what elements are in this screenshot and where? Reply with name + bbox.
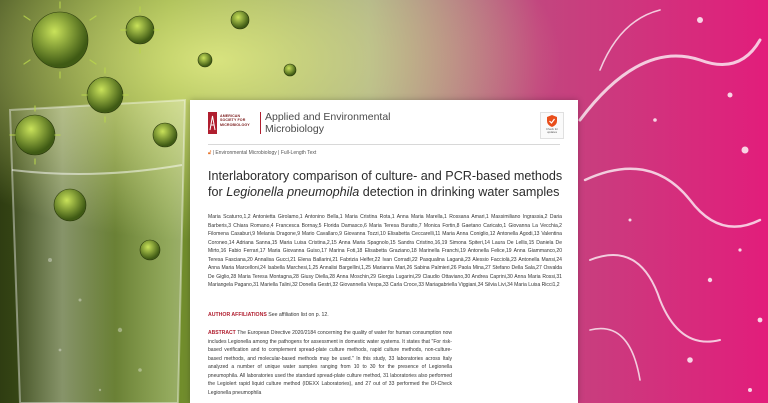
crossmark-icon: [547, 115, 557, 127]
affiliations-label[interactable]: AUTHOR AFFILIATIONS: [208, 312, 267, 318]
title-line1: Interlaboratory comparison of culture- and PCR-based methods: [208, 169, 563, 183]
journal-header: [208, 110, 560, 138]
journal-title-line1: Applied and Environmental: [265, 111, 391, 123]
title-line2-pre: for: [208, 185, 223, 199]
title-line2-post: detection in drinking water samples: [362, 185, 560, 199]
title-organism: Legionella pneumophila: [226, 185, 360, 199]
breadcrumb-text: | Environmental Microbiology | Full-Length Text: [212, 150, 317, 156]
breadcrumb: [208, 150, 316, 156]
affiliations-text: See affiliation list on p. 12.: [268, 312, 329, 318]
publisher-name: AMERICAN SOCIETY FOR MICROBIOLOGY: [220, 114, 250, 127]
article-title: [208, 168, 564, 200]
check-for-updates-label: Check for updates: [546, 127, 558, 135]
article-page: [190, 100, 578, 403]
asm-logo-mark: [208, 112, 217, 134]
journal-title-line2: Microbiology: [265, 123, 324, 135]
asm-logo: [208, 112, 256, 134]
header-separator: [260, 112, 261, 134]
open-access-icon: 🔓︎: [208, 150, 212, 156]
header-rule: [208, 144, 560, 145]
abstract-text: The European Directive 2020/2184 concerning the quality of water for human consumption now includes Legionella among the pathogens for assessment in domestic water systems. It states that "For risk-based verification and to complement spread-plate culture methods, rapid culture methods, non-culture-based methods, and molecular-based methods may be used." In this study, 33 laboratories across Italy analyzed a number of unique water samples ranging from 10 to 30 for the presence of Legionella pneumophila. All laboratories used the standard spread-plate culture method, 31 laboratories also performed the Legiolert rapid liquid culture method (IDEXX Laboratories), and 27 out of 33 performed the DI-Check Legionella pneumophila: [208, 330, 452, 396]
abstract-label: ABSTRACT: [208, 330, 236, 336]
check-for-updates-badge[interactable]: [540, 112, 564, 139]
author-list: Maria Scaturro,1,2 Antonietta Girolamo,1 Antonino Bella,1 Maria Cristina Rota,1 Anna Maria Marella,1 Rossana Amari,1 Massimiliano Ingrassia,2 Daria Barberis,3 Chiara Romano,4 Francesca Bornay,5 Florida Damasco,6 Maria Teresa Buratto,7 Monica Fortin,8 Gaetano Caricato,1 Giovanna La Vecchia,2 Filomena Casaburi,9 Melania Dragone,9 Mario Cavallaro,9 Giovanna Tozzi,10 Elisabetta Ceccarelli,11 Maria Anna Coniglio,12 Antonella Agodi,13 Valentina Coroneo,14 Adriana Sanna,15 Maria Luisa Cristina,2,15 Anna Maria Spagnolo,15 Sandra Cristino,16,19 Simona Spiteri,14 Laura De Lellis,15 Daniela De Mirto,16 Fabio Ferrari,17 Maria Giovanna Guiso,17 Marina Foti,18 Elisabetta Graziano,18 Marinella Franchi,19 Antonella Felice,19 Anna Giammanco,20 Teresa Fasciana,20 Annalisa Gucci,21 Elena Ballarini,21 Fabrizia Helfer,22 Ivan Corradi,22 Pasqualina Laganà,23 Alessio Facciolà,23 Antonella Mansi,24 Anna Maria Marcelloni,24 Isabella Marchesi,1,25 Annalisi Bargellini,1,25 Marianna Mari,26 Sabina Palmieri,26 Paola Mina,27 Stefano Della Sala,27 Osvalda De Giglio,28 Maria Teresa Montagna,28 Giusy Diella,28 Anna Moschin,29 Giorgia Lugarini,29 Claudio Ottaviano,30 Andrea Caprini,30 Anna Maria Rossi,31 Mariangela Pagano,31 Mariella Talini,32 Donella Gestri,32 Giovannella Vespa,33 Carla Croce,33 Mariagabriella Viggiani,34 Silvia Livi,34 Maria Luisa Ricci1,2: [208, 214, 562, 288]
author-affiliations: [208, 312, 329, 318]
abstract: [208, 329, 452, 397]
journal-title: [265, 111, 391, 135]
